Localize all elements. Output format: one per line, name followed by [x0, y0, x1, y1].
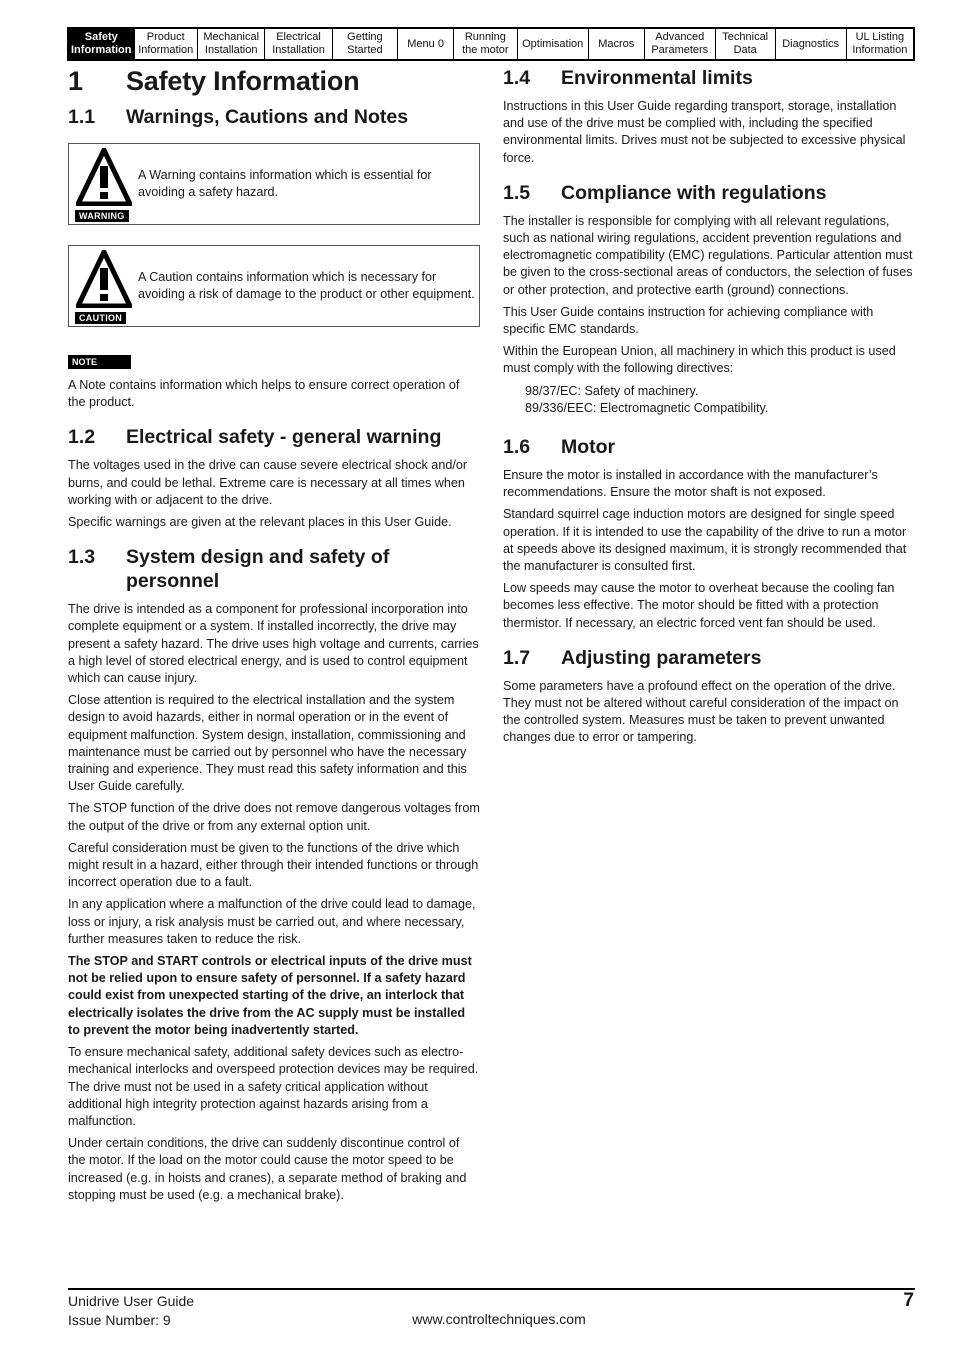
paragraph: Some parameters have a profound effect on the operation of the drive. They must not be altered without careful consideration of the impact on the controlled system. Measures must be taken to prevent unwanted changes due to error or tampering.: [503, 678, 899, 745]
caution-text: A Caution contains information which is necessary for avoiding a risk of damage to the product or other equipment.: [138, 269, 475, 301]
paragraph: Low speeds may cause the motor to overheat because the cooling fan becomes less effective. The motor should be fitted with a protection thermistor. If necessary, an electric forced vent fan should be used.: [503, 581, 895, 630]
left-column: [68, 62, 480, 1209]
paragraph: Within the European Union, all machinery in which this product is used must comply with the following directives:: [503, 344, 896, 376]
bold-safety-paragraph: The STOP and START controls or electrical inputs of the drive must not be relied upon to ensure safety of personnel. If a safety hazard could exist from unexpected starting of the drive, an interlock that electrically isolates the drive from the AC supply must be installed to prevent the motor being inadvertently started.: [68, 954, 472, 1037]
chapter-nav-bar: [67, 27, 915, 61]
section-title: Warnings, Cautions and Notes: [126, 106, 409, 128]
tab-advanced-parameters[interactable]: Advanced Parameters: [645, 29, 716, 59]
paragraph: In any application where a malfunction of the drive could lead to damage, loss or injury, a risk analysis must be carried out, and where necessary, further measures taken to reduce the risk.: [68, 897, 476, 946]
tab-mechanical-installation[interactable]: Mechanical Installation: [198, 29, 265, 59]
section-number: 1.7: [503, 646, 531, 669]
section-number: 1.3: [68, 546, 96, 569]
page-number: 7: [903, 1290, 914, 1311]
footer-issue-number: Issue Number: 9: [68, 1312, 171, 1328]
tab-safety-information[interactable]: Safety Information: [69, 29, 135, 59]
footer-divider: [68, 1288, 915, 1290]
right-column: [503, 62, 915, 752]
directive-item: 89/336/EEC: Electromagnetic Compatibility.: [525, 400, 769, 415]
caution-icon: [74, 248, 134, 324]
section-1-5-heading: [503, 181, 915, 205]
section-number: 1.5: [503, 181, 531, 204]
chapter-title: [68, 66, 480, 97]
caution-box: [68, 245, 480, 327]
tab-product-information[interactable]: Product Information: [135, 29, 199, 59]
paragraph: Specific warnings are given at the relevant places in this User Guide.: [68, 515, 452, 530]
section-1-6-heading: [503, 435, 915, 459]
paragraph: The drive is intended as a component for professional incorporation into complete equipment or a system. If installed incorrectly, the drive may present a safety hazard. The drive uses high voltage and currents, carries a high level of stored electrical energy, and is used to control equipment which can cause injury.: [68, 602, 479, 686]
section-number: 1.2: [68, 426, 96, 449]
section-1-3-heading: [68, 545, 480, 593]
tab-electrical-installation[interactable]: Electrical Installation: [265, 29, 332, 59]
note-tag: NOTE: [68, 355, 131, 369]
paragraph: Under certain conditions, the drive can suddenly discontinue control of the motor. If the load on the motor could cause the motor speed to be increased (e.g. in hoists and cranes), a separate method of braking and stopping must be used (e.g. a mechanical brake).: [68, 1136, 467, 1202]
warning-tag: WARNING: [75, 210, 129, 222]
section-title: Motor: [561, 436, 616, 459]
tab-running-the-motor[interactable]: Running the motor: [454, 29, 518, 59]
paragraph: This User Guide contains instruction for achieving compliance with specific EMC standards.: [503, 304, 874, 337]
section-1-2-heading: [68, 425, 480, 449]
paragraph: Ensure the motor is installed in accordance with the manufacturer’s recommendations. Ensure the motor shaft is not exposed.: [503, 468, 878, 500]
paragraph: The installer is responsible for complying with all relevant regulations, such as national wiring regulations, accident prevention regulations and electromagnetic compatibility (EMC) regulations. Particular attention must be given to the cross-sectional areas of conductors, the selection of fuses or other protection, and protective earth (ground) connections.: [503, 213, 913, 297]
paragraph: Careful consideration must be given to the functions of the drive which might result in a hazard, either through their intended functions or through incorrect operation due to a fault.: [68, 840, 479, 890]
paragraph: Instructions in this User Guide regarding transport, storage, installation and use of the drive must be complied with, including the specified environmental limits. Drives must not be subjected to excessive physical force.: [503, 99, 906, 165]
tab-macros[interactable]: Macros: [589, 29, 645, 59]
section-1-7-heading: [503, 646, 915, 670]
section-number: 1.4: [503, 67, 531, 89]
section-title: Environmental limits: [561, 67, 753, 89]
directive-item: 98/37/EC: Safety of machinery.: [525, 383, 699, 398]
footer-website-wrap: [0, 1311, 960, 1327]
section-title: Compliance with regulations: [561, 181, 827, 204]
section-1-4-heading: [503, 66, 915, 90]
paragraph: The STOP function of the drive does not remove dangerous voltages from the output of the drive or from any external option unit.: [68, 801, 480, 833]
tab-getting-started[interactable]: Getting Started: [333, 29, 398, 59]
tab-optimisation[interactable]: Optimisation: [518, 29, 589, 59]
note-text: A Note contains information which helps to ensure correct operation of the product.: [68, 378, 460, 410]
chapter-title-text: Safety Information: [126, 66, 360, 96]
tab-diagnostics[interactable]: Diagnostics: [776, 29, 847, 59]
warning-text: A Warning contains information which is essential for avoiding a safety hazard.: [138, 167, 432, 199]
footer-website-link[interactable]: www.controltechniques.com: [412, 1311, 586, 1327]
footer-guide-title: Unidrive User Guide: [68, 1293, 195, 1309]
tab-menu-0[interactable]: Menu 0: [398, 29, 454, 59]
tab-ul-listing-information[interactable]: UL Listing Information: [852, 31, 908, 56]
tab-technical-data[interactable]: Technical Data: [716, 29, 776, 59]
caution-tag: CAUTION: [75, 312, 126, 324]
paragraph: The voltages used in the drive can cause severe electrical shock and/or burns, and could be lethal. Extreme care is necessary at all times when working with or adjacent to the drive.: [68, 458, 468, 507]
section-1-1-heading: [68, 105, 480, 129]
warning-box: [68, 143, 480, 225]
section-number: 1.1: [68, 106, 96, 128]
warning-icon: [74, 146, 134, 222]
section-title: Adjusting parameters: [561, 646, 762, 669]
paragraph: Close attention is required to the electrical installation and the system design to avoid hazards, either in normal operation or in the event of equipment malfunction. System design, installation, commissioning and maintenance must be carried out by personnel who have the necessary training and experience. They must read this safety information and this User Guide carefully.: [68, 693, 467, 794]
paragraph: Standard squirrel cage induction motors are designed for single speed operation. If it is intended to use the capability of the drive to run a motor at speeds above its designed maximum, it is strongly recommended that the manufacturer is consulted first.: [503, 507, 907, 574]
section-title: Electrical safety - general warning: [126, 426, 442, 449]
section-title: System design and safety of personnel: [126, 546, 390, 593]
chapter-number: 1: [68, 66, 83, 96]
paragraph: To ensure mechanical safety, additional safety devices such as electro-mechanical interlocks and overspeed protection devices may be required. The drive must not be used in a safety critical application without additional high integrity protection against hazards arising from a malfunction.: [68, 1045, 479, 1128]
section-number: 1.6: [503, 436, 531, 459]
